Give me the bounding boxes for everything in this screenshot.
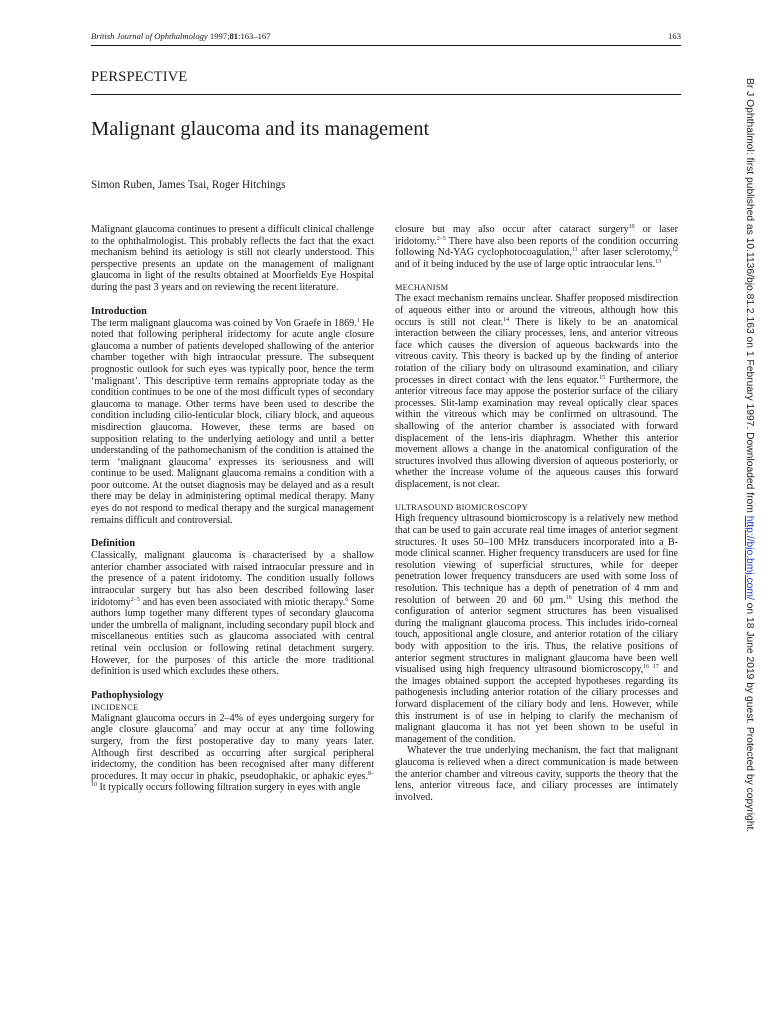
incidence-paragraph: Malignant glaucoma occurs in 2–4% of eyes undergoing surgery for angle closure glaucoma$^7$ and may occur at any time following surgery, from the first postoperative day to many years later. Although first described as occurring after surgical peripheral iridectomy, the condition has been recognised after many different procedures. It may occur in phakic, pseudophakic, or aphakic eyes.$^{8-10}$ It typically occurs following filtration surgery in eyes with angle [91, 712, 374, 794]
journal-year: 1997; [209, 31, 230, 41]
mechanism-paragraph: The exact mechanism remains unclear. Shaffer proposed misdirection of aqueous either into or around the vitreous, although how this occurs is still not clear.$^{14}$ There is likely to be an anatomical interaction between the ciliary processes, lens, and anterior vitreous face which causes the diversion of aqueous backwards into the vitreous cavity. This theory is backed up by the finding of anterior rotation of the ciliary body on ultrasound examination, and ciliary processes in direct contact with the lens equator.$^{15}$ Furthermore, the anterior vitreous face may appose the posterior surface of the ciliary processes. Slit-lamp examination may reveal optically clear spaces within the vitreous which may be confirmed on ultrasound. The shallowing of the anterior chamber is associated with forward displacement of the lens-iris diaphragm. Whether this anterior movement allows a change in the anatomical configuration of the structures involved thus allowing diversion of aqueous posteriorly, or whether the increase volume of the aqueous causes this forward displacement, is not clear. [395, 293, 678, 490]
journal-link[interactable]: http://bjo.bmj.com/ [744, 515, 755, 600]
article-authors: Simon Ruben, James Tsai, Roger Hitchings [91, 179, 286, 191]
introduction-heading: Introduction [91, 305, 147, 317]
citation: 1 [356, 317, 360, 324]
running-head [91, 31, 681, 41]
journal-name: British Journal of Ophthalmology [91, 31, 208, 41]
abstract-paragraph: Malignant glaucoma continues to present a difficult clinical challenge to the ophthalmologist. This probably reflects the fact that the exact mechanism behind its aetiology is still not clearly understood. This perspective presents an update on the management of malignant glaucoma in light of the results obtained at Moorfields Eye Hospital during the past 3 years and on reviewing the recent literature. [91, 224, 374, 293]
download-notice: Br J Ophthalmol: first published as 10.1136/bjo.81.2.163 on 1 February 1997. Downloaded from http://bjo.bmj.com/ on 18 June 2019 by guest. Protected by copyright. [744, 78, 755, 833]
mechanism-subheading: MECHANISM [395, 283, 449, 293]
left-column [91, 224, 374, 794]
article-title: Malignant glaucoma and its management [91, 118, 430, 140]
right-column [395, 224, 678, 803]
incidence-subheading: INCIDENCE [91, 702, 139, 712]
citation: 2–5 [130, 596, 140, 603]
citation: 10 [628, 224, 635, 230]
conclusion-paragraph: Whatever the true underlying mechanism, the fact that malignant glaucoma is relieved when a direct communication is made between the anterior chamber and vitreous cavity, supports the theory that the lens, anterior vitreous face, and ciliary processes are intimately involved. [395, 745, 678, 803]
definition-heading: Definition [91, 538, 136, 550]
citation: 6 [345, 596, 349, 603]
definition-paragraph: Classically, malignant glaucoma is characterised by a shallow anterior chamber associated with raised intraocular pressure and in the presence of a patent iridotomy. The condition usually follows intraocular surgery but has also been described following laser iridotomy$^{2-5}$ and has even been associated with miotic therapy.$^6$ Some authors lump together many different types of secondary glaucoma under the umbrella of malignant, including secondary pupil block and miscellaneous entities such as glaucoma associated with central retinal vein occlusion or following retinal detachment surgery. However, for the purposes of this article the more traditional definition is used which excludes these others. [91, 550, 374, 678]
citation: 13 [655, 258, 662, 265]
journal-pages: :163–167 [238, 31, 271, 41]
citation: 11 [571, 247, 578, 254]
header-rule [91, 45, 681, 46]
citation: 14 [503, 316, 510, 323]
citation: 15 [599, 374, 606, 381]
page-number: 163 [668, 31, 681, 41]
citation: 7 [193, 724, 197, 731]
section-rule [91, 94, 681, 95]
citation: 16 17 [643, 664, 659, 671]
pathophysiology-heading: Pathophysiology [91, 689, 164, 701]
introduction-paragraph: The term malignant glaucoma was coined by Von Graefe in 1869.$^1$ He noted that following peripheral iridectomy for acute angle closure glaucoma a number of patients developed shallowing of the anterior chamber together with high intraocular pressure. The subsequent prognostic outlook for such eyes was typically poor, hence the term ‘malignant’. This descriptive term remains appropriate today as the condition continues to be one of the most difficult types of secondary glaucoma to manage. Other terms have been used to describe the condition including cilio-lenticular block, ciliary block, and aqueous misdirection glaucoma. However, these terms are based on supposition relating to the underlying aetiology and until a better understanding of the pathomechanism of the condition is attained the term ‘malignant glaucoma’ expresses its seriousness and will continue to be used. Malignant glaucoma remains a condition with a poor outcome. At the outset diagnosis may be delayed and as a result there may be delay in administering optimal medical therapy. Many eyes do not respond to medical therapy and the surgical management remains difficult and controversial. [91, 317, 375, 526]
citation: 2–5 [436, 235, 446, 242]
citation: 16 [565, 594, 572, 601]
continuation-paragraph: closure but may also occur after cataract surgery$^{10}$ or laser iridotomy.$^{2-5}$ There have also been reports of the condition occurring following Nd-YAG cyclophotocoagulation,$^{11}$ after laser sclerotomy,$^{12}$ and of it being induced by the use of large optic intraocular lens.$^{13}$ [395, 224, 678, 270]
ultrasound-subheading: ULTRASOUND BIOMICROSCOPY [395, 503, 528, 513]
citation: 12 [671, 247, 678, 254]
ultrasound-paragraph: High frequency ultrasound biomicroscopy is a relatively new method that can be used to gain accurate real time images of anterior segment structures. It uses 50–100 MHz transducers incorporated into a B-mode clinical scanner. Higher frequency transducers are used for fine resolution viewing of superficial structures, while for deeper penetration lower frequency transducers are used with some loss of resolution. This technique has a depth of penetration of 4 mm and resolution of between 20 and 60 µm.$^{16}$ Using this method the configuration of anterior segment structures has been visualised during the malignant glaucoma process. This includes irido-corneal touch, appositional angle closure, and anterior rotation of the ciliary body with apposition to the iris. Thus, the relative positions of anterior segment structures in malignant glaucoma have been well visualised using high frequency ultrasound biomicroscopy,$^{16 17}$ and the images obtained support the accepted hypotheses regarding its pathogenesis including anterior rotation of the ciliary processes and forward displacement of the ciliary body and lens. However, while this instrument is of use in helping to clarify the mechanism of malignant glaucoma it has not yet been shown to be useful in management of the condition. [395, 513, 679, 745]
section-label: PERSPECTIVE [91, 69, 188, 85]
journal-volume: 81 [229, 31, 239, 41]
citation: 8–10 [91, 770, 374, 789]
